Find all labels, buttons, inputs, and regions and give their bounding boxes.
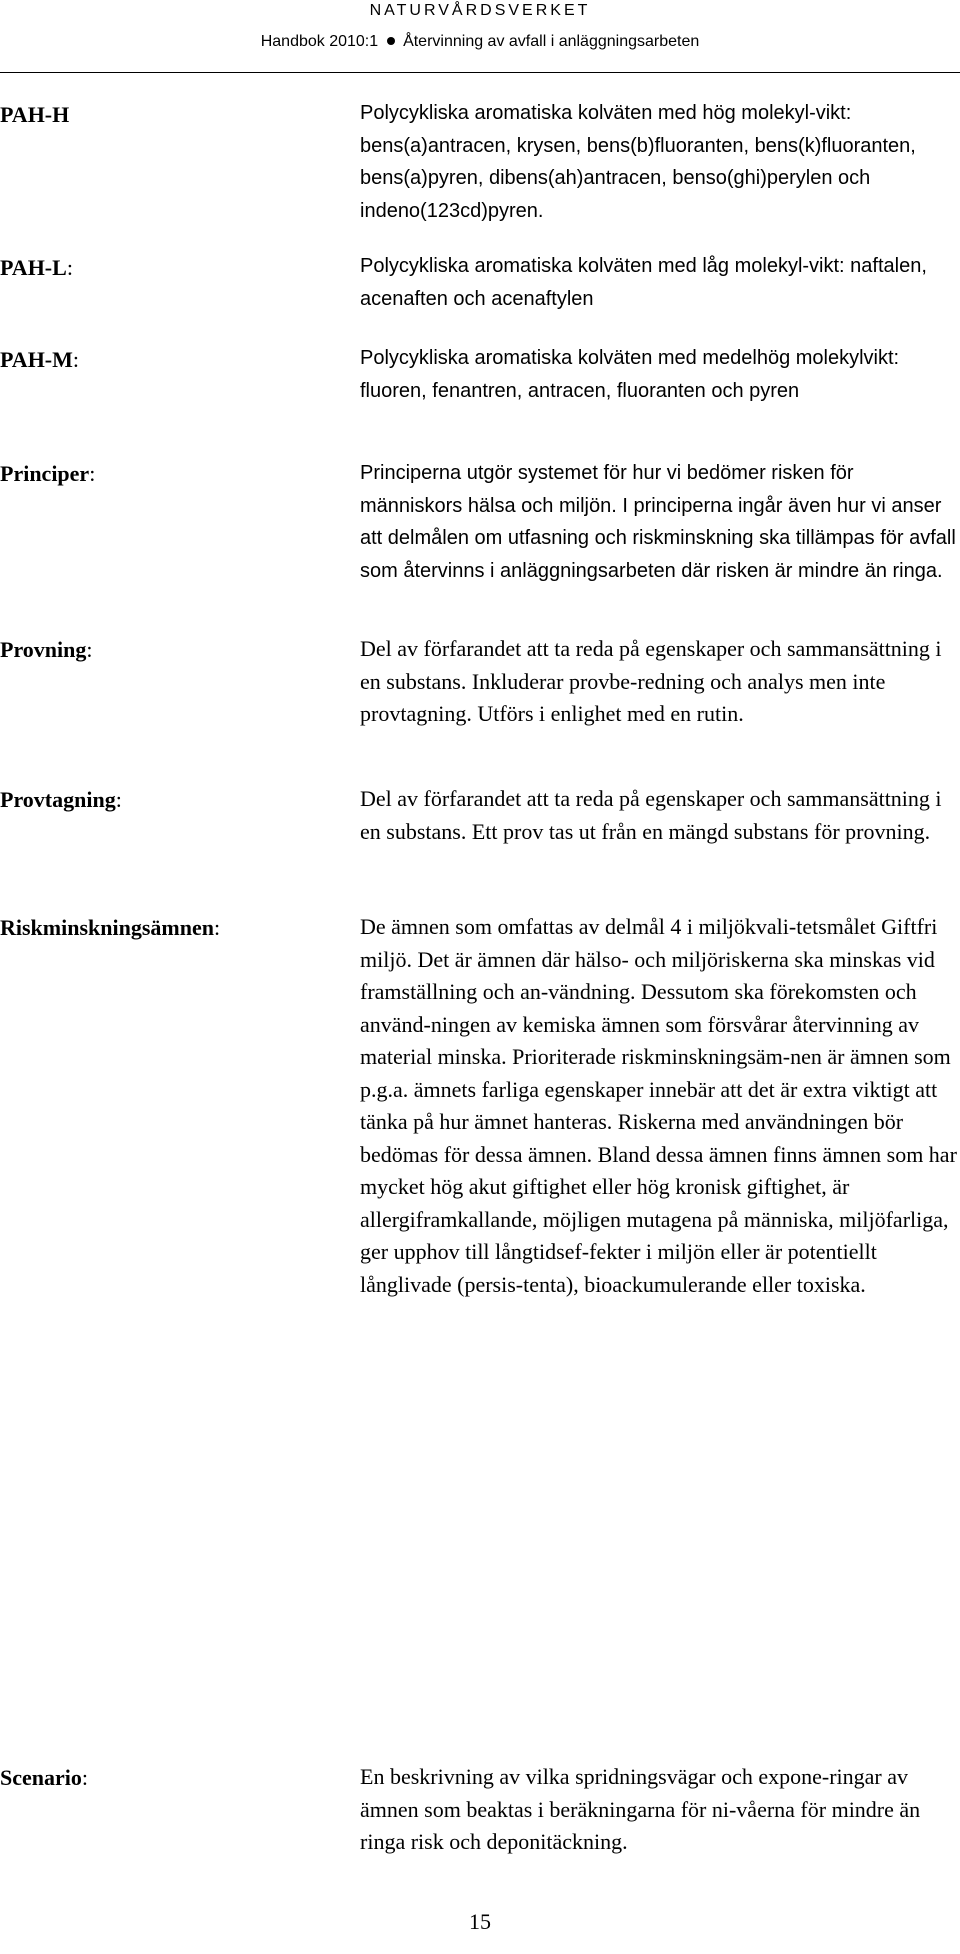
term-principer: Principer: [0, 461, 96, 486]
page-number: 15 [469, 1909, 491, 1934]
definition-scenario: En beskrivning av vilka spridningsvägar och expone-ringar av ämnen som beaktas i beräkningarna för ni-våerna för mindre än ringa risk och deponitäckning. [360, 1764, 921, 1854]
definition-pah-l: Polycykliska aromatiska kolväten med låg molekyl-vikt: naftalen, acenaften och acenaftylen [360, 255, 927, 310]
term-pah-l: PAH-L: [0, 255, 73, 280]
definition-pah-m: Polycykliska aromatiska kolväten med medelhög molekylvikt: fluoren, fenantren, antracen, fluoranten och pyren [360, 347, 900, 402]
publisher-name: NATURVÅRDSVERKET [369, 2, 591, 19]
definition-provtagning: Del av förfarandet att ta reda på egenskaper och sammansättning i en substans. Ett prov tas ut från en mängd substans för provning. [360, 786, 942, 844]
handbook-number: Handbok 2010:1 [260, 33, 379, 50]
handbook-title: Återvinning av avfall i anläggningsarbeten [403, 33, 700, 50]
term-pah-h: PAH-H [0, 102, 70, 127]
definition-principer: Principerna utgör systemet för hur vi bedömer risken för människors hälsa och miljön. I principerna ingår även hur vi anser att delmålen om utfasning och riskminskning ska tillämpas för avfall som återvinns i anläggningsarbeten där risken är mindre än ringa. [360, 462, 956, 582]
definition-provning: Del av förfarandet att ta reda på egenskaper och sammansättning i en substans. Inkluderar provbe-redning och analys men inte provtagning. Utförs i enlighet med en rutin. [360, 636, 942, 726]
running-header [0, 33, 960, 51]
term-riskminskningsamnen: Riskminskningsämnen: [0, 915, 221, 940]
term-provtagning: Provtagning: [0, 787, 122, 812]
term-scenario: Scenario: [0, 1765, 89, 1790]
header-divider [0, 72, 960, 73]
bullet-icon [387, 37, 395, 45]
definition-pah-h: Polycykliska aromatiska kolväten med hög molekyl-vikt: bens(a)antracen, krysen, bens(b)fluoranten, bens(k)fluoranten, bens(a)pyren, dibens(ah)antracen, benso(ghi)perylen och indeno(123cd)pyren. [360, 102, 916, 222]
definition-riskminskningsamnen: De ämnen som omfattas av delmål 4 i miljökvali-tetsmålet Giftfri miljö. Det är ämnen där hälso- och miljöriskerna ska minskas vid framställning och an-vändning. Dessutom ska förekomsten och använd-ningen av kemiska ämnen som försvårar återvinning av material minska. Prioriterade riskminskningsäm-nen är ämnen som p.g.a. ämnets farliga egenskaper innebär att det är extra viktigt att tänka på hur ämnet hanteras. Riskerna med användningen bör bedömas för dessa ämnen. Bland dessa ämnen finns ämnen som har mycket hög akut giftighet eller hög kronisk giftighet, är allergiframkallande, möjligen mutagena på människa, miljöfarliga, ger upphov till långtidsef-fekter i miljön eller är potentiellt långlivade (persis-tenta), bioackumulerande eller toxiska. [360, 914, 957, 1297]
term-pah-m: PAH-M: [0, 347, 80, 372]
term-provning: Provning: [0, 637, 93, 662]
